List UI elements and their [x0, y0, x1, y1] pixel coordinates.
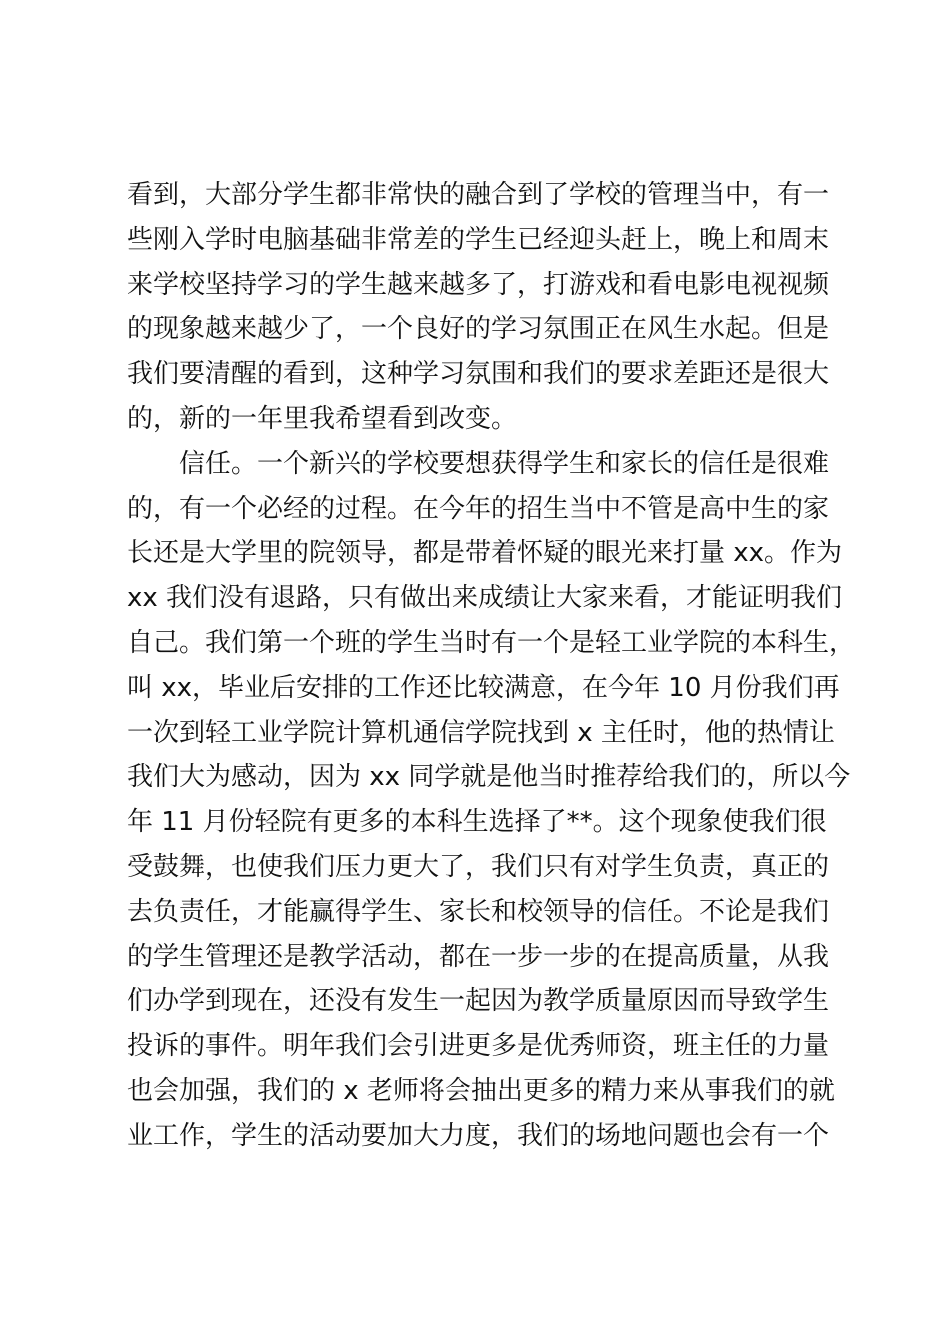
- text-line: 们办学到现在，还没有发生一起因为教学质量原因而导致学生: [127, 986, 830, 1017]
- text-line: 去负责任，才能赢得学生、家长和校领导的信任。不论是我们: [127, 896, 830, 927]
- text-line: 投诉的事件。明年我们会引进更多是优秀师资，班主任的力量: [127, 1031, 830, 1062]
- text-line: 也会加强，我们的 x 老师将会抽出更多的精力来从事我们的就: [127, 1075, 835, 1106]
- body-text: [127, 173, 856, 1159]
- text-line: 受鼓舞，也使我们压力更大了，我们只有对学生负责，真正的: [127, 851, 830, 882]
- text-line: xx 我们没有退路，只有做出来成绩让大家来看，才能证明我们: [127, 583, 843, 614]
- text-line: 一次到轻工业学院计算机通信学院找到 x 主任时，他的热情让: [127, 717, 835, 748]
- text-line: 我们要清醒的看到，这种学习氛围和我们的要求差距还是很大: [127, 359, 830, 390]
- text-line: 的，新的一年里我希望看到改变。: [127, 403, 518, 434]
- text-line: 来学校坚持学习的学生越来越多了，打游戏和看电影电视视频: [127, 269, 830, 300]
- text-line: 长还是大学里的院领导，都是带着怀疑的眼光来打量 xx。作为: [127, 538, 843, 569]
- paragraph-start-line: 信任。一个新兴的学校要想获得学生和家长的信任是很难: [179, 448, 830, 479]
- text-line: 我们大为感动，因为 xx 同学就是他当时推荐给我们的，所以今: [127, 762, 851, 793]
- text-line: 业工作，学生的活动要加大力度，我们的场地问题也会有一个: [127, 1120, 830, 1151]
- text-line: 叫 xx，毕业后安排的工作还比较满意，在今年 10 月份我们再: [127, 672, 840, 703]
- text-line: 看到，大部分学生都非常快的融合到了学校的管理当中，有一: [127, 180, 830, 210]
- text-line: 年 11 月份轻院有更多的本科生选择了**。这个现象使我们很: [127, 807, 827, 838]
- text-line: 的，有一个必经的过程。在今年的招生当中不管是高中生的家: [127, 493, 830, 524]
- text-line: 些刚入学时电脑基础非常差的学生已经迎头赶上，晚上和周末: [127, 224, 830, 255]
- text-line: 的学生管理还是教学活动，都在一步一步的在提高质量，从我: [127, 941, 830, 972]
- text-line: 自己。我们第一个班的学生当时有一个是轻工业学院的本科生，: [127, 627, 856, 658]
- text-line: 的现象越来越少了，一个良好的学习氛围正在风生水起。但是: [127, 314, 830, 345]
